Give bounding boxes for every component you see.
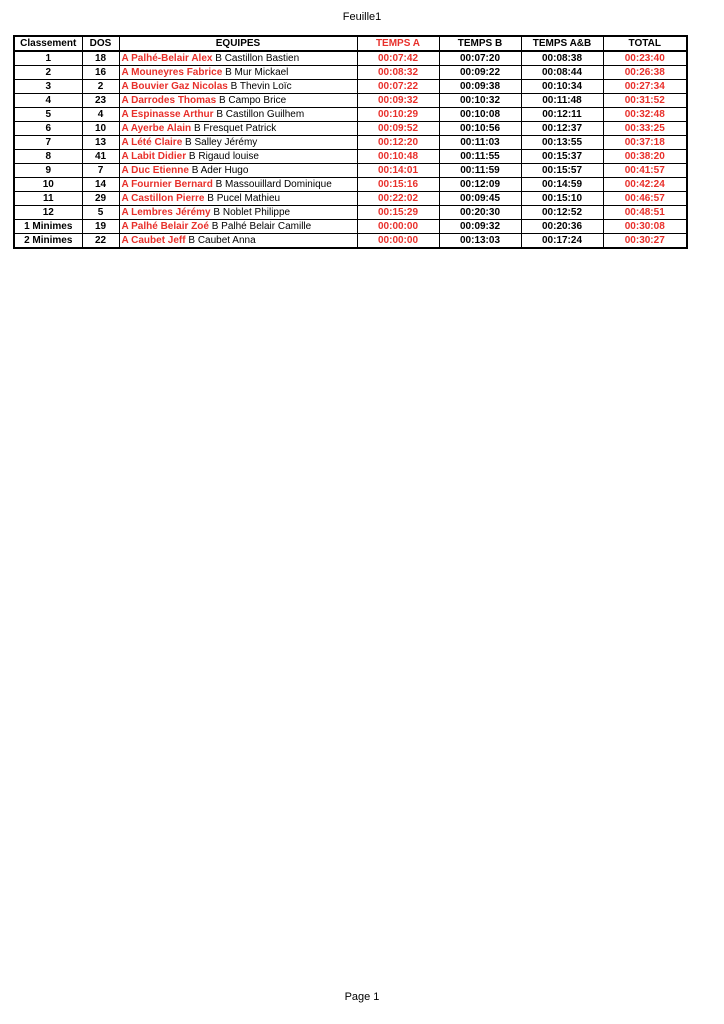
team-b-name: B Thevin Loïc (230, 80, 292, 92)
team-b-name: B Fresquet Patrick (193, 122, 277, 134)
cell-temps-a: 00:10:29 (357, 108, 439, 122)
table-row (14, 94, 687, 108)
cell-temps-ab: 00:15:37 (521, 150, 603, 164)
cell-dos: 13 (82, 136, 119, 150)
cell-temps-a: 00:15:29 (357, 206, 439, 220)
header-equipes: EQUIPES (119, 36, 357, 51)
cell-temps-ab: 00:12:37 (521, 122, 603, 136)
sheet-title: Feuille1 (342, 11, 382, 23)
cell-classement: 2 Minimes (14, 234, 82, 249)
team-a-name: A Ayerbe Alain (121, 122, 192, 134)
header-temps-a: TEMPS A (357, 36, 439, 51)
cell-equipes (119, 66, 357, 80)
table-row (14, 136, 687, 150)
cell-classement: 12 (14, 206, 82, 220)
team-a-name: A Duc Etienne (121, 164, 189, 176)
cell-total: 00:31:52 (603, 94, 687, 108)
cell-temps-a: 00:10:48 (357, 150, 439, 164)
cell-temps-b: 00:07:20 (439, 51, 521, 66)
table-row (14, 192, 687, 206)
cell-equipes (119, 136, 357, 150)
cell-temps-b: 00:13:03 (439, 234, 521, 249)
cell-classement: 2 (14, 66, 82, 80)
team-a-name: A Lété Claire (121, 136, 183, 148)
cell-equipes (119, 220, 357, 234)
cell-equipes (119, 234, 357, 249)
cell-temps-ab: 00:10:34 (521, 80, 603, 94)
cell-dos: 16 (82, 66, 119, 80)
cell-temps-b: 00:10:56 (439, 122, 521, 136)
header-total: TOTAL (603, 36, 687, 51)
cell-dos: 4 (82, 108, 119, 122)
cell-total: 00:30:08 (603, 220, 687, 234)
team-a-name: A Palhé Belair Zoé (121, 220, 209, 232)
cell-total: 00:32:48 (603, 108, 687, 122)
cell-dos: 18 (82, 51, 119, 66)
team-b-name: B Caubet Anna (188, 234, 256, 246)
table-row (14, 108, 687, 122)
cell-total: 00:23:40 (603, 51, 687, 66)
table-body (14, 51, 687, 248)
cell-temps-a: 00:08:32 (357, 66, 439, 80)
table-row (14, 66, 687, 80)
cell-temps-b: 00:10:32 (439, 94, 521, 108)
cell-total: 00:33:25 (603, 122, 687, 136)
table-row (14, 206, 687, 220)
cell-temps-ab: 00:20:36 (521, 220, 603, 234)
cell-temps-a: 00:14:01 (357, 164, 439, 178)
team-b-name: B Rigaud louise (188, 150, 259, 162)
team-a-name: A Labit Didier (121, 150, 187, 162)
cell-total: 00:48:51 (603, 206, 687, 220)
cell-equipes (119, 206, 357, 220)
table-row (14, 234, 687, 249)
table-row (14, 220, 687, 234)
team-b-name: B Massouillard Dominique (215, 178, 332, 190)
cell-dos: 29 (82, 192, 119, 206)
header-temps-b: TEMPS B (439, 36, 521, 51)
cell-dos: 41 (82, 150, 119, 164)
team-a-name: A Darrodes Thomas (121, 94, 217, 106)
cell-dos: 10 (82, 122, 119, 136)
cell-temps-a: 00:00:00 (357, 220, 439, 234)
table-row (14, 150, 687, 164)
cell-total: 00:46:57 (603, 192, 687, 206)
team-b-name: B Noblet Philippe (213, 206, 291, 218)
team-b-name: B Ader Hugo (191, 164, 249, 176)
cell-classement: 5 (14, 108, 82, 122)
cell-classement: 1 (14, 51, 82, 66)
table-row (14, 164, 687, 178)
team-a-name: A Bouvier Gaz Nicolas (121, 80, 228, 92)
cell-total: 00:27:34 (603, 80, 687, 94)
table-header (14, 36, 687, 51)
cell-total: 00:41:57 (603, 164, 687, 178)
cell-total: 00:30:27 (603, 234, 687, 249)
cell-dos: 19 (82, 220, 119, 234)
cell-classement: 9 (14, 164, 82, 178)
table-row (14, 80, 687, 94)
cell-dos: 5 (82, 206, 119, 220)
cell-temps-b: 00:12:09 (439, 178, 521, 192)
cell-temps-b: 00:20:30 (439, 206, 521, 220)
cell-temps-ab: 00:08:44 (521, 66, 603, 80)
team-b-name: B Castillon Bastien (215, 52, 300, 64)
team-b-name: B Salley Jérémy (185, 136, 258, 148)
cell-temps-ab: 00:08:38 (521, 51, 603, 66)
cell-classement: 8 (14, 150, 82, 164)
team-a-name: A Mouneyres Fabrice (121, 66, 223, 78)
cell-temps-a: 00:12:20 (357, 136, 439, 150)
cell-temps-ab: 00:17:24 (521, 234, 603, 249)
cell-temps-a: 00:22:02 (357, 192, 439, 206)
team-a-name: A Castillon Pierre (121, 192, 205, 204)
cell-temps-a: 00:07:42 (357, 51, 439, 66)
team-b-name: B Mur Mickael (225, 66, 289, 78)
cell-temps-ab: 00:12:11 (521, 108, 603, 122)
cell-temps-ab: 00:14:59 (521, 178, 603, 192)
cell-classement: 1 Minimes (14, 220, 82, 234)
cell-temps-ab: 00:11:48 (521, 94, 603, 108)
team-b-name: B Campo Brice (218, 94, 287, 106)
cell-total: 00:37:18 (603, 136, 687, 150)
team-a-name: A Fournier Bernard (121, 178, 213, 190)
cell-temps-b: 00:11:03 (439, 136, 521, 150)
cell-temps-a: 00:09:32 (357, 94, 439, 108)
cell-temps-b: 00:09:32 (439, 220, 521, 234)
cell-temps-a: 00:09:52 (357, 122, 439, 136)
cell-temps-b: 00:09:45 (439, 192, 521, 206)
cell-dos: 23 (82, 94, 119, 108)
cell-temps-b: 00:11:55 (439, 150, 521, 164)
team-b-name: B Palhé Belair Camille (211, 220, 312, 232)
cell-classement: 11 (14, 192, 82, 206)
cell-temps-ab: 00:13:55 (521, 136, 603, 150)
cell-classement: 10 (14, 178, 82, 192)
team-a-name: A Palhé-Belair Alex (121, 52, 213, 64)
cell-equipes (119, 164, 357, 178)
cell-temps-b: 00:10:08 (439, 108, 521, 122)
cell-classement: 3 (14, 80, 82, 94)
cell-equipes (119, 80, 357, 94)
cell-equipes (119, 108, 357, 122)
cell-dos: 14 (82, 178, 119, 192)
cell-equipes (119, 178, 357, 192)
team-b-name: B Castillon Guilhem (216, 108, 305, 120)
cell-temps-b: 00:09:22 (439, 66, 521, 80)
team-a-name: A Espinasse Arthur (121, 108, 214, 120)
cell-equipes (119, 94, 357, 108)
header-temps-ab: TEMPS A&B (521, 36, 603, 51)
cell-temps-a: 00:07:22 (357, 80, 439, 94)
cell-temps-ab: 00:12:52 (521, 206, 603, 220)
cell-total: 00:38:20 (603, 150, 687, 164)
cell-equipes (119, 51, 357, 66)
cell-temps-ab: 00:15:10 (521, 192, 603, 206)
cell-temps-a: 00:00:00 (357, 234, 439, 249)
cell-temps-ab: 00:15:57 (521, 164, 603, 178)
cell-classement: 7 (14, 136, 82, 150)
cell-temps-b: 00:09:38 (439, 80, 521, 94)
cell-dos: 22 (82, 234, 119, 249)
results-table (13, 35, 688, 249)
cell-temps-b: 00:11:59 (439, 164, 521, 178)
page-footer: Page 1 (344, 991, 380, 1003)
team-a-name: A Lembres Jérémy (121, 206, 211, 218)
team-b-name: B Pucel Mathieu (207, 192, 281, 204)
header-dos: DOS (82, 36, 119, 51)
team-a-name: A Caubet Jeff (121, 234, 186, 246)
cell-dos: 2 (82, 80, 119, 94)
cell-classement: 6 (14, 122, 82, 136)
cell-classement: 4 (14, 94, 82, 108)
table-row (14, 178, 687, 192)
cell-equipes (119, 192, 357, 206)
cell-total: 00:42:24 (603, 178, 687, 192)
cell-total: 00:26:38 (603, 66, 687, 80)
cell-dos: 7 (82, 164, 119, 178)
header-classement: Classement (14, 36, 82, 51)
header-row (14, 36, 687, 51)
cell-equipes (119, 122, 357, 136)
table-row (14, 122, 687, 136)
table-row (14, 51, 687, 66)
cell-temps-a: 00:15:16 (357, 178, 439, 192)
cell-equipes (119, 150, 357, 164)
